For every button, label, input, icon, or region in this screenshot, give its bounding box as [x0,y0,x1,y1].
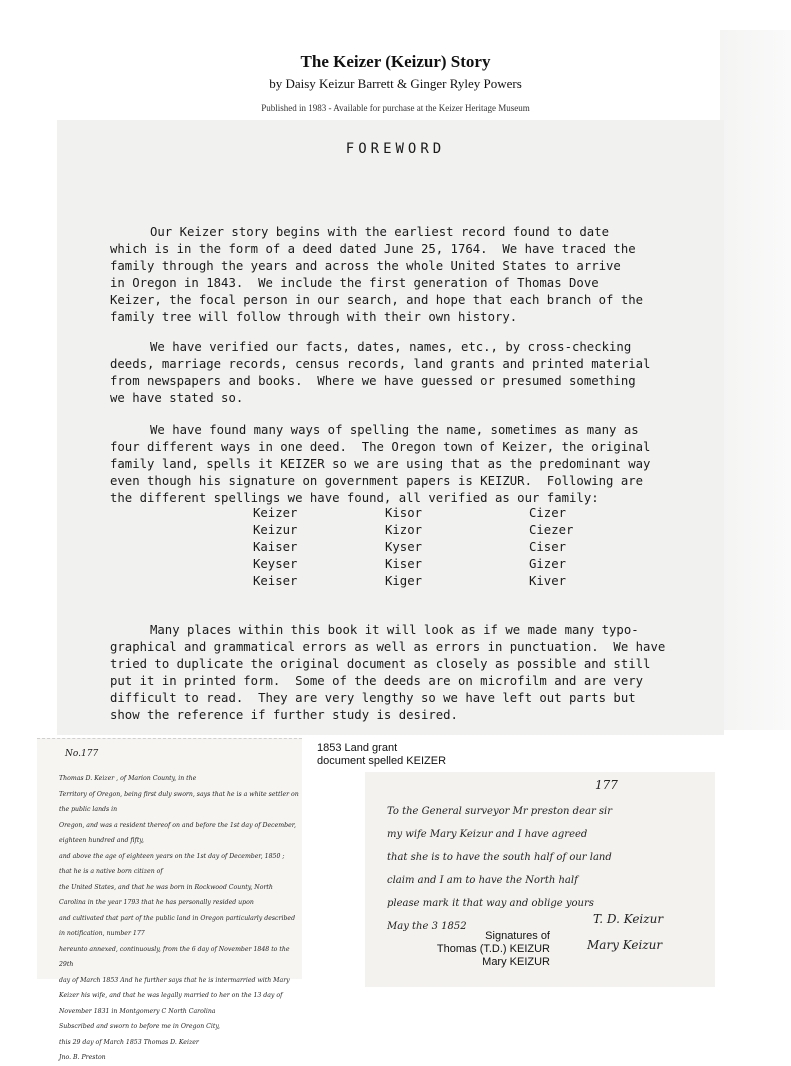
letter-line: that she is to have the south half of our land [387,852,612,863]
land-grant-text [59,771,299,1066]
letter-number: 177 [595,778,618,792]
publication-note: Published in 1983 - Available for purchase at the Keizer Heritage Museum [261,103,530,113]
land-grant-line: and above the age of eighteen years on the 1st day of December, 1850 ; that he is a native born citizen of [59,852,285,875]
land-grant-line: this 29 day of March 1853 Thomas D. Keizer [59,1038,199,1046]
spelling-column-3 [529,505,573,590]
document-byline: by Daisy Keizur Barrett & Ginger Ryley Powers [269,76,522,91]
letter-line: claim and I am to have the North half [387,875,578,886]
land-grant-number: No.177 [65,749,99,759]
caption-line: Signatures of [485,930,550,942]
text-line: We have found many ways of spelling the name, sometimes as many as [150,423,639,437]
land-grant-line: Subscribed and sworn to before me in Oregon City, [59,1023,221,1030]
spelling-variant: Keyser [253,557,298,571]
letter-line: my wife Mary Keizur and I have agreed [387,829,588,840]
spelling-variant: Kyser [385,540,423,554]
spelling-variant: Keizur [253,523,298,537]
caption-line: document spelled KEIZER [317,755,447,767]
signatures-caption [415,930,550,969]
land-grant-line: November 1831 in Montgomery C North Carolina [59,1007,216,1015]
text-line: family through the years and across the whole United States to arrive [110,259,621,273]
land-grant-line: Territory of Oregon, being first duly sworn, says that he is a white settler on the public lands in [59,790,299,813]
spelling-variant: Keiser [253,574,298,588]
text-line: graphical and grammatical errors as well as errors in punctuation. We have [110,640,666,654]
text-line: family tree will follow through with their own history. [110,310,518,324]
spelling-column-1 [253,505,297,590]
text-line: we have stated so. [110,391,244,405]
text-line: Keizer, the focal person in our search, and hope that each branch of the [110,293,644,307]
spelling-variant: Ciezer [529,523,574,537]
land-grant-line: hereunto annexed, continuously, from the 6 day of November 1848 to the 29th [59,945,290,968]
text-line: even though his signature on government papers is KEIZUR. Following are [110,474,644,488]
land-grant-caption [317,742,446,768]
spelling-variant: Kizor [385,523,423,537]
text-line: from newspapers and books. Where we have guessed or presumed something [110,374,636,388]
text-line: family land, spells it KEIZER so we are using that as the predominant way [110,457,651,471]
land-grant-line: Jno. B. Preston [59,1054,106,1061]
signature-thomas: T. D. Keizur [593,912,664,926]
text-line: show the reference if further study is desired. [110,708,458,722]
text-line: deeds, marriage records, census records, land grants and printed material [110,357,651,371]
spelling-variant: Ciser [529,540,567,554]
spelling-variant: Kiver [529,574,567,588]
text-line: which is in the form of a deed dated June 25, 1764. We have traced the [110,242,636,256]
caption-line: Thomas (T.D.) KEIZUR [436,943,550,955]
spelling-column-2 [385,505,422,590]
text-line: put it in printed form. Some of the deeds are on microfilm and are very [110,674,644,688]
text-line: Many places within this book it will look as if we made many typo- [150,623,639,637]
land-grant-line: the United States, and that he was born in Rockwood County, North [59,883,273,891]
caption-line: 1853 Land grant [317,742,398,754]
text-line: four different ways in one deed. The Oregon town of Keizer, the original [110,440,651,454]
land-grant-line: Thomas D. Keizer , of Marion County, in the [59,775,197,782]
text-line: in Oregon in 1843. We include the first generation of Thomas Dove [110,276,599,290]
text-line: We have verified our facts, dates, names, etc., by cross-checking [150,340,632,354]
spelling-variant: Kiser [385,557,423,571]
land-grant-line: Carolina in the year 1793 that he has personally resided upon [59,899,254,906]
land-grant-document-image [37,738,302,1061]
document-title: The Keizer (Keizur) Story [300,52,491,71]
spelling-variant: Kiger [385,574,423,588]
land-grant-line: day of March 1853 And he further says that he is intermarried with Mary [59,976,290,984]
signature-mary: Mary Keizur [587,938,663,952]
spelling-variant: Gizer [529,557,567,571]
text-line: tried to duplicate the original document as closely as possible and still [110,657,651,671]
spelling-variant: Cizer [529,506,567,520]
text-line: the different spellings we have found, all verified as our family: [110,491,599,505]
foreword-paragraph-4 [110,605,710,741]
foreword-heading: FOREWORD [345,141,446,157]
text-line: difficult to read. They are very lengthy so we have left out parts but [110,691,636,705]
land-grant-line: Keizer his wife, and that he was legally married to her on the 13 day of [59,992,283,999]
letter-line: May the 3 1852 [387,921,467,932]
spelling-variant: Keizer [253,506,298,520]
land-grant-line: Oregon, and was a resident thereof on and before the 1st day of December, eighteen hundred and fifty, [59,821,296,844]
scan-page-edge [720,30,791,730]
spelling-variant: Kisor [385,506,423,520]
land-grant-line: and cultivated that part of the public land in Oregon particularly described in notification, number 177 [59,914,296,937]
letter-line: To the General surveyor Mr preston dear sir [387,806,613,817]
letter-line: please mark it that way and oblige yours [387,898,594,909]
text-line: Our Keizer story begins with the earliest record found to date [150,225,610,239]
caption-line: Mary KEIZUR [482,956,550,968]
spelling-variant: Kaiser [253,540,298,554]
